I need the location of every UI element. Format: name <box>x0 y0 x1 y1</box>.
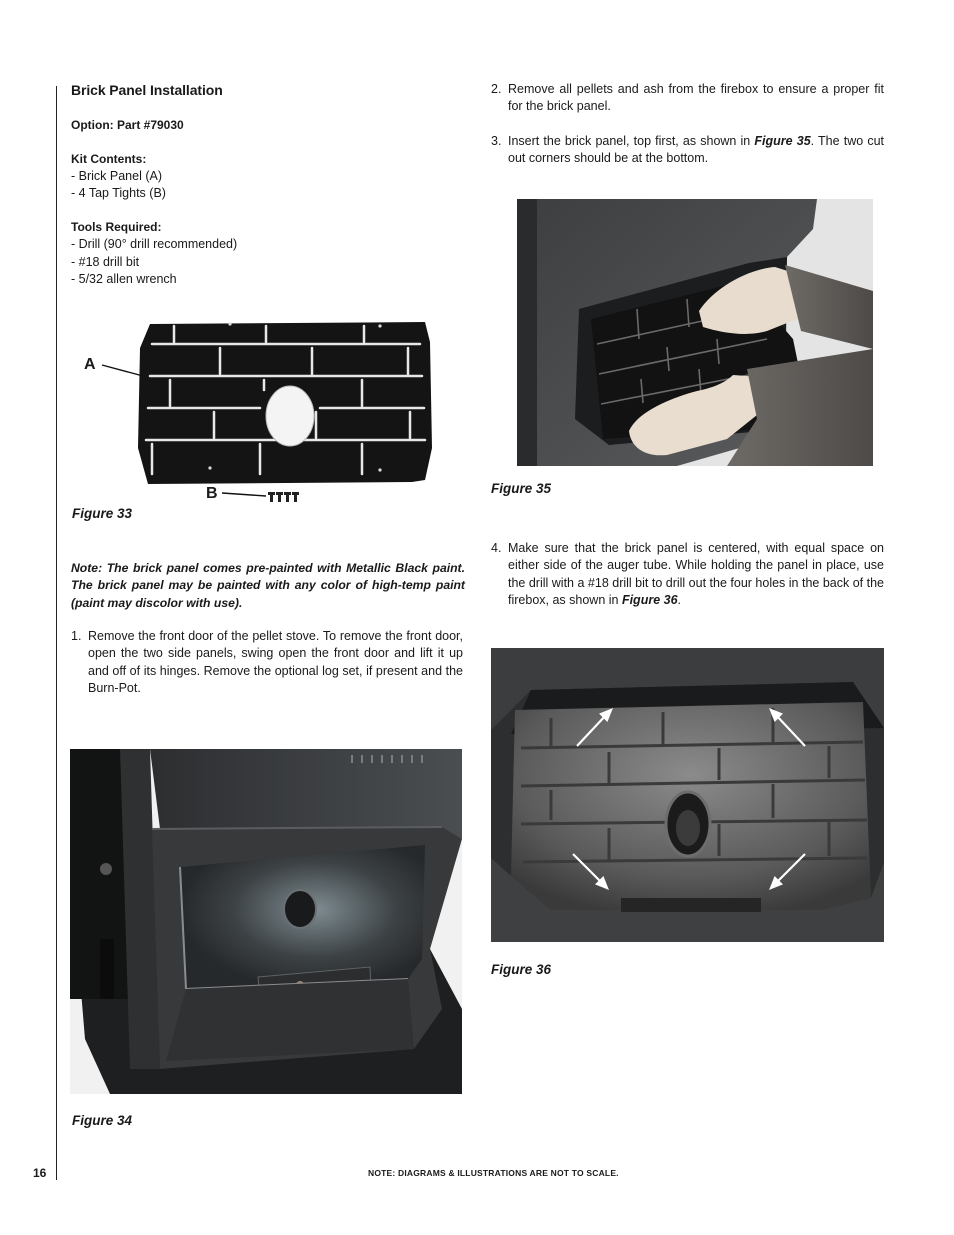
figure-35-reference: Figure 35 <box>754 134 811 148</box>
kit-item: - 4 Tap Tights (B) <box>71 186 166 200</box>
figure-33-caption: Figure 33 <box>72 506 133 521</box>
figure-36-caption: Figure 36 <box>491 962 552 977</box>
step-2-number: 2. <box>491 82 502 96</box>
page-number: 16 <box>33 1166 47 1180</box>
tool-item: - 5/32 allen wrench <box>71 272 177 286</box>
figure-36-reference: Figure 36 <box>621 592 678 607</box>
step-2 <box>491 81 884 116</box>
tool-item: - Drill (90° drill recommended) <box>71 237 238 251</box>
step-1-text: Remove the front door of the pellet stove. To remove the front door, open the two side panels, swing open the front door and lift it up and off of its hinges. Remove the optional log set, if present and the Burn-Pot. <box>88 629 463 695</box>
kit-contents-label: Kit Contents: <box>71 152 147 166</box>
step-4-text-end: . <box>677 592 682 607</box>
callout-a-label: A <box>84 356 96 373</box>
callout-b-label: B <box>206 485 218 502</box>
step-3-text-end: . The two cut out corners should be at the bottom. <box>508 134 884 166</box>
step-3 <box>491 133 884 168</box>
step-4-number: 4. <box>491 541 502 555</box>
figure-33-brick-panel-image <box>80 318 450 518</box>
step-2-text: Remove all pellets and ash from the firebox to ensure a proper fit for the brick panel. <box>508 82 884 114</box>
step-4 <box>491 540 884 609</box>
footer-scale-note: NOTE: DIAGRAMS & ILLUSTRATIONS ARE NOT TO SCALE. <box>368 1168 619 1178</box>
step-1 <box>71 628 463 697</box>
tool-item: - #18 drill bit <box>71 255 140 269</box>
step-4-text: Make sure that the brick panel is centered, with equal space on either side of the auger tube. While holding the panel in place, use the drill with a #18 drill bit to drill out the four holes in the back of the firebox, as shown in <box>508 541 884 607</box>
tools-label: Tools Required: <box>71 220 162 234</box>
section-title: Brick Panel Installation <box>71 82 223 98</box>
figure-35-insert-panel-photo <box>517 199 873 466</box>
kit-item: - Brick Panel (A) <box>71 169 162 183</box>
step-3-text: Insert the brick panel, top first, as shown in <box>508 134 755 148</box>
figure-34-stove-photo <box>70 749 462 1094</box>
paint-note: Note: The brick panel comes pre-painted with Metallic Black paint. The brick panel may be painted with any color of high-temp paint (paint may discolor with use). <box>71 561 465 610</box>
option-part-number: Option: Part #79030 <box>71 118 184 132</box>
figure-34-caption: Figure 34 <box>72 1113 133 1128</box>
margin-rule <box>56 86 57 1180</box>
step-1-number: 1. <box>71 629 82 643</box>
figure-36-panel-installed-photo <box>491 648 884 942</box>
step-3-number: 3. <box>491 134 502 148</box>
figure-35-caption: Figure 35 <box>491 481 552 496</box>
